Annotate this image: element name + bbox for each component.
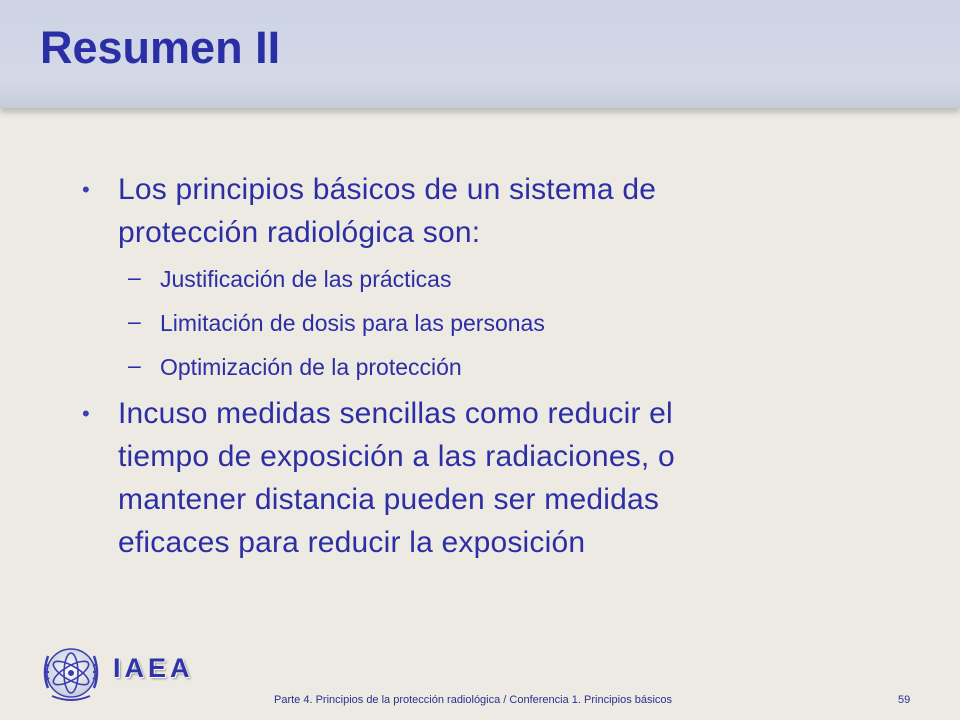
bullet-line: Incuso medidas sencillas como reducir el bbox=[118, 397, 673, 430]
dash-marker: – bbox=[128, 308, 141, 334]
slide-title: Resumen II bbox=[40, 22, 281, 73]
sub-item bbox=[80, 352, 840, 382]
slide-content bbox=[80, 168, 840, 564]
iaea-logo-text: IAEA bbox=[113, 653, 194, 683]
sub-item-text: Limitación de dosis para las personas bbox=[160, 310, 545, 336]
bullet-marker: • bbox=[82, 401, 90, 426]
sub-item-text: Optimización de la protección bbox=[160, 354, 462, 380]
iaea-emblem-icon bbox=[38, 640, 104, 706]
footer-caption: Parte 4. Principios de la protección radiológica / Conferencia 1. Principios básicos bbox=[274, 694, 673, 706]
bullet-marker: • bbox=[82, 177, 90, 202]
bullet-line: eficaces para reducir la exposición bbox=[118, 526, 586, 559]
sub-item bbox=[80, 264, 840, 294]
bullet-item bbox=[80, 168, 840, 254]
bullet-line: Los principios básicos de un sistema de bbox=[118, 173, 657, 206]
title-band bbox=[0, 0, 960, 108]
sub-item-text: Justificación de las prácticas bbox=[160, 266, 452, 292]
sub-item bbox=[80, 308, 840, 338]
bullet-line: protección radiológica son: bbox=[118, 216, 481, 249]
bullet-line: mantener distancia pueden ser medidas bbox=[118, 483, 660, 516]
dash-marker: – bbox=[128, 264, 141, 290]
dash-marker: – bbox=[128, 352, 141, 378]
bullet-line: tiempo de exposición a las radiaciones, o bbox=[118, 440, 675, 473]
bullet-item bbox=[80, 392, 840, 564]
page-number: 59 bbox=[898, 694, 911, 706]
